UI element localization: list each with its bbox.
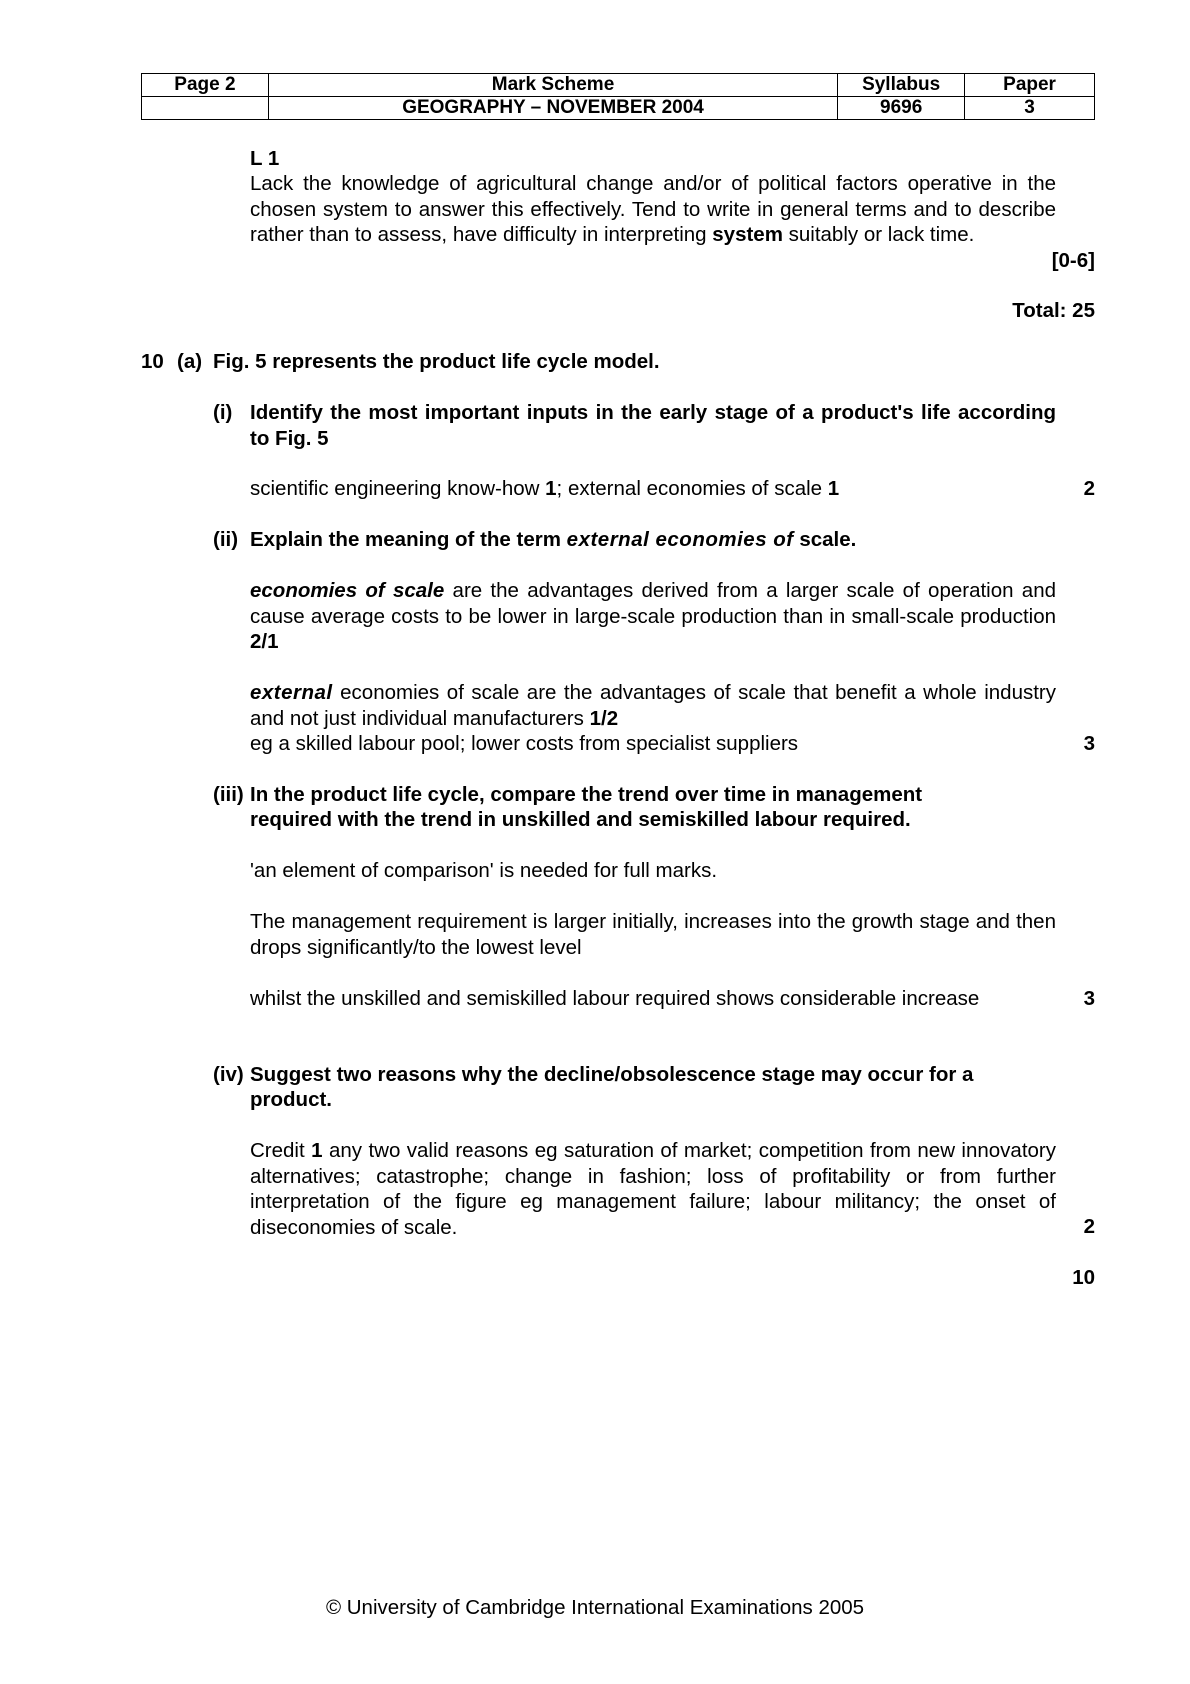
subpart-iv-question-line2: product. (250, 1088, 332, 1111)
subpart-ii-question (250, 527, 1056, 553)
question-number: 10 (141, 350, 164, 373)
subpart-i-question: Identify the most important inputs in the early stage of a product's life according to Fig. 5 (250, 401, 1056, 450)
answer-mark: 1 (311, 1139, 323, 1162)
page-label: Page 2 (142, 74, 269, 97)
empty-cell (142, 97, 269, 120)
subpart-ii-para2 (250, 680, 1056, 731)
answer-text: Credit (250, 1139, 312, 1162)
subpart-i-answer (250, 476, 1056, 502)
level1-bold-word: system (712, 223, 783, 246)
subpart-ii-para3: eg a skilled labour pool; lower costs from specialist suppliers (250, 732, 799, 755)
answer-text: ; external economies of scale (556, 477, 828, 500)
subpart-iii-para2: The management requirement is larger initially, increases into the growth stage and then drops significantly/to the lowest level (250, 910, 1056, 959)
subpart-ii-marks: 3 (1083, 732, 1095, 755)
copyright-footer: © University of Cambridge International Examinations 2005 (325, 1596, 865, 1619)
term: external (250, 681, 333, 704)
subpart-iii-para1: 'an element of comparison' is needed for full marks. (250, 859, 718, 882)
total-score: Total: 25 (1012, 299, 1095, 322)
answer-mark: 1 (827, 477, 840, 500)
level1-mark-range: [0-6] (1051, 249, 1095, 272)
subpart-iv-label: (iv) (213, 1063, 244, 1086)
answer-mark: 1 (545, 477, 557, 500)
question-stem: Fig. 5 represents the product life cycle model. (213, 350, 660, 373)
part-total: 10 (1072, 1266, 1095, 1289)
doc-title: Mark Scheme (268, 74, 837, 97)
subpart-iii-question-line2: required with the trend in unskilled and semiskilled labour required. (250, 808, 911, 831)
subpart-ii-label: (ii) (213, 528, 239, 551)
answer-text: any two valid reasons eg saturation of market; competition from new innovatory alternatives; catastrophe; change in fashion; loss of profitability or from further interpretation of the figure eg management failure; labour militancy; the onset of diseconomies of scale. (250, 1139, 1057, 1239)
answer-mark: 1/2 (589, 706, 619, 730)
level1-text: Lack the knowledge of agricultural change and/or of political factors operative in the chosen system to answer this effectively. Tend to write in general terms and to describe rather than to assess, have difficulty in interpreting (250, 172, 1056, 246)
subpart-iii-marks: 3 (1083, 987, 1095, 1010)
subpart-i-marks: 2 (1083, 477, 1095, 500)
header-table (141, 73, 1095, 120)
subpart-iii-question-line1: In the product life cycle, compare the trend over time in management (250, 783, 923, 806)
subpart-iv-answer (250, 1138, 1056, 1240)
level1-text-end: suitably or lack time. (782, 223, 975, 246)
answer-text: scientific engineering know-how (250, 477, 546, 500)
question-part: (a) (177, 350, 203, 373)
syllabus-label: Syllabus (838, 74, 965, 97)
answer-mark: 2/1 (250, 630, 279, 653)
paper-label: Paper (965, 74, 1095, 97)
answer-text: economies of scale are the advantages of scale that benefit a whole industry and not just individual manufacturers (250, 681, 1056, 730)
answer-text: are the advantages derived from a larger scale of operation and cause average costs to be lower in large-scale production than in small-scale production (250, 579, 1056, 628)
subpart-iii-label: (iii) (213, 783, 244, 806)
subpart-iii-para3: whilst the unskilled and semiskilled labour required shows considerable increase (250, 987, 980, 1010)
subpart-i-label: (i) (213, 401, 233, 424)
subpart-ii-para1 (250, 578, 1056, 655)
paper-number: 3 (965, 97, 1095, 120)
question-term: external economies of (566, 528, 794, 551)
question-text: scale. (793, 528, 857, 551)
question-text: Explain the meaning of the term (250, 528, 567, 551)
subpart-iv-marks: 2 (1083, 1215, 1095, 1238)
term: economies of scale (250, 579, 445, 602)
level-label: L 1 (250, 147, 280, 170)
syllabus-code: 9696 (838, 97, 965, 120)
subpart-iv-question-line1: Suggest two reasons why the decline/obsolescence stage may occur for a (250, 1063, 974, 1086)
level1-description (250, 171, 1056, 248)
subject-title: GEOGRAPHY – NOVEMBER 2004 (268, 97, 837, 120)
